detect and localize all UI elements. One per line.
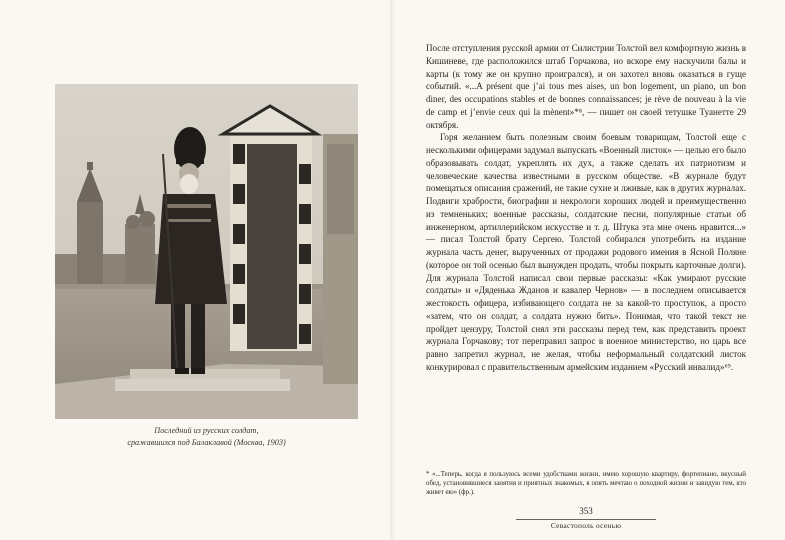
footer-rule: [516, 519, 656, 520]
caption-line-2: сражавшихся под Балаклавой (Москва, 1903): [127, 438, 286, 447]
paragraph-2: Горя желанием быть полезным своим боевым товарищам, Толстой еще с несколькими офицерами задумал выпускать «Военный листок» — целью его было образовывать солдат, укреплять их дух, а также сделать их патриотизм и человеческие качества известными в русском обществе. «В журнале будут помещаться описания сражений, не такие сухие и лживые, как в других журналах. Подвиги храбрости, биографии и некрологи хороших людей и преимущественно из темненьких; военные рассказы, солдатские песни, популярные статьи об инженерном, артиллерийском искусстве и т. д. Штука эта мне очень нравится...» — писал Толстой брату Сергею. Толстой собирался употребить на издание журнала часть денег, вырученных от продажи родового имения в Ясной Поляне (которое он той осенью был вынужден продать, чтобы покрыть карточные долги). Для журнала Толстой написал свои первые рассказы: «Как умирают русские солдаты» и «Дяденька Жданов и кавалер Чернов» — в последнем описывается жестокость офицера, избивающего солдата не за какой-то проступок, а просто «затем, что он солдат, а солдата нужно бить». Понимая, что такой текст не пройдет цензуру, Толстой снял эти рассказы перед тем, как представить проект журнала Горчакову; тот переправил запрос в военное министерство, но царь все равно запретил журнал, не желая, чтобы неформальный солдатский листок конкурировал с правительственным армейским изданием «Русский инвалид»⁶⁹.: [426, 132, 746, 372]
page-gutter: [390, 0, 396, 540]
caption-line-1: Последний из русских солдат,: [154, 426, 259, 435]
paragraph-1: После отступления русской армии от Силистрии Толстой вел комфортную жизнь в Кишиневе, где расположился штаб Горчакова, но вскоре ему наскучили балы и карты (к тому же он крупно проигрался), и он захотел вновь оказаться в гуще событий. «...A présent que j’ai tous mes aises, un bon logement, un piano, un bon diner, des occupations stables et de bonnes connaissances; je rève de nouveau à la vie de camp et j’envie ceux qui la mènent»*⁸, — пишет он своей тетушке Туанетте 29 октября.: [426, 43, 746, 130]
photo-caption: [55, 425, 358, 449]
historical-photograph: [55, 84, 358, 419]
footnote: * «...Теперь, когда я пользуюсь всеми удобствами жизни, имею хорошую квартиру, фортепиано, вкусный обед, установившиеся занятия и приятных знакомых, я опять мечтаю о походной жизни и завидую тем, кто живет ею» (фр.).: [426, 471, 746, 497]
running-footer: Севастополь осенью: [550, 521, 622, 530]
body-text: [426, 42, 746, 374]
page-number: 353: [579, 506, 593, 516]
